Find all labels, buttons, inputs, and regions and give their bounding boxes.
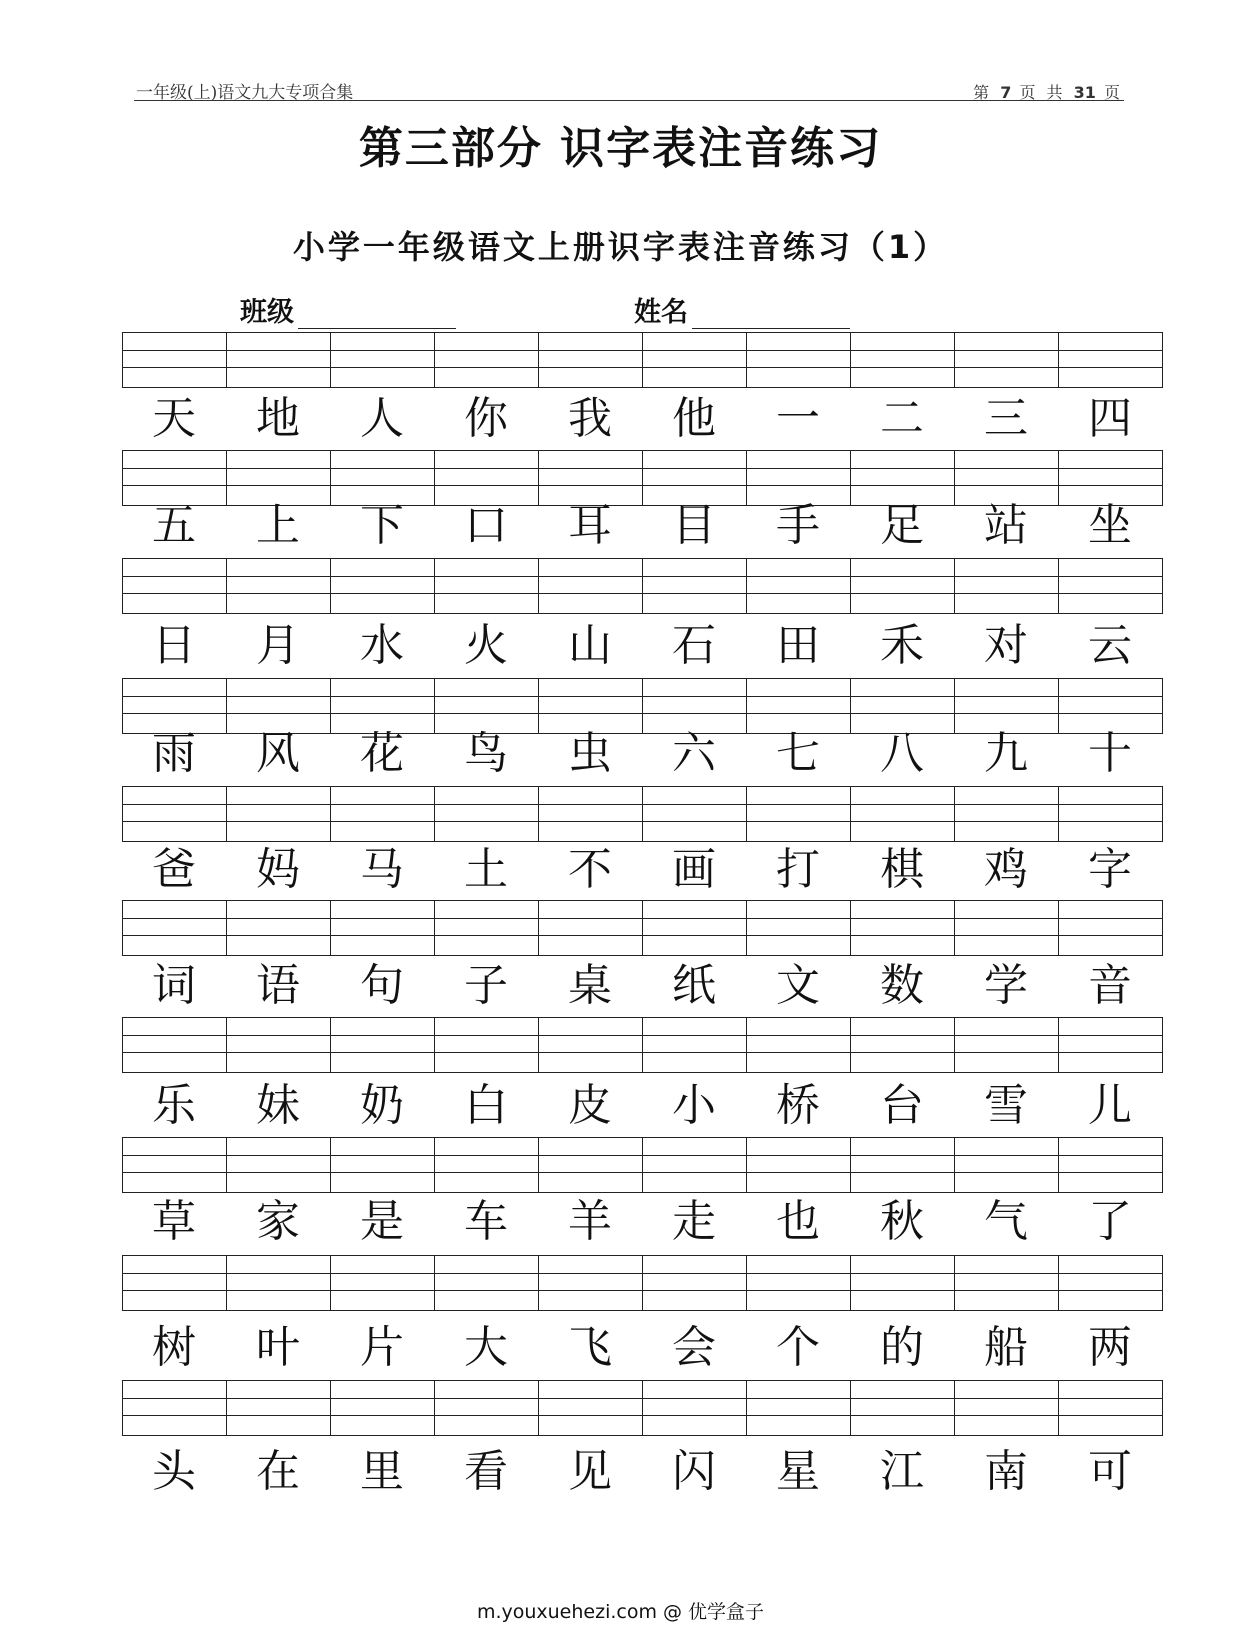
pinyin-cell[interactable]	[747, 332, 851, 388]
pinyin-cell[interactable]	[331, 1255, 435, 1311]
pinyin-cell[interactable]	[539, 1255, 643, 1311]
hanzi-character: 你	[464, 393, 508, 444]
hanzi-character: 鸡	[984, 844, 1028, 895]
pinyin-cell[interactable]	[435, 1137, 539, 1193]
hanzi-character: 他	[672, 393, 716, 444]
page-prefix: 第	[973, 83, 993, 102]
hanzi-character: 八	[880, 728, 924, 779]
pinyin-cell[interactable]	[1059, 558, 1163, 614]
hanzi-character: 不	[568, 844, 612, 895]
hanzi-character: 上	[256, 500, 300, 551]
pinyin-cell[interactable]	[747, 1255, 851, 1311]
hanzi-character: 皮	[568, 1080, 612, 1131]
name-label: 姓名	[634, 297, 688, 328]
hanzi-character: 大	[464, 1322, 508, 1373]
pinyin-cell[interactable]	[747, 786, 851, 842]
pinyin-cell[interactable]	[227, 1017, 331, 1073]
hanzi-character: 对	[984, 620, 1028, 671]
hanzi-character: 会	[672, 1322, 716, 1373]
pinyin-cell[interactable]	[123, 900, 227, 956]
hanzi-character: 语	[256, 960, 300, 1011]
pinyin-cell[interactable]	[539, 1017, 643, 1073]
hanzi-character: 二	[880, 393, 924, 444]
pinyin-box-row	[122, 1137, 1163, 1193]
hanzi-character: 山	[568, 620, 612, 671]
pinyin-cell[interactable]	[1059, 1137, 1163, 1193]
hanzi-character: 火	[464, 620, 508, 671]
hanzi-character: 南	[984, 1446, 1028, 1497]
pinyin-cell[interactable]	[539, 900, 643, 956]
hanzi-character: 雪	[984, 1080, 1028, 1131]
hanzi-character: 我	[568, 393, 612, 444]
pinyin-box-row	[122, 1380, 1163, 1436]
hanzi-character: 妹	[256, 1080, 300, 1131]
hanzi-character: 棋	[880, 844, 924, 895]
class-field	[240, 290, 456, 329]
hanzi-character: 船	[984, 1322, 1028, 1373]
hanzi-character: 天	[152, 393, 196, 444]
hanzi-character: 在	[256, 1446, 300, 1497]
pinyin-cell[interactable]	[955, 1137, 1059, 1193]
pinyin-cell[interactable]	[643, 332, 747, 388]
pinyin-box-row	[122, 558, 1163, 614]
character-row	[122, 389, 1162, 449]
hanzi-character: 是	[360, 1196, 404, 1247]
name-field	[634, 290, 850, 329]
pinyin-cell[interactable]	[227, 900, 331, 956]
pinyin-cell[interactable]	[435, 332, 539, 388]
hanzi-character: 三	[984, 393, 1028, 444]
pinyin-cell[interactable]	[851, 786, 955, 842]
pinyin-cell[interactable]	[851, 900, 955, 956]
pinyin-cell[interactable]	[955, 558, 1059, 614]
hanzi-character: 风	[256, 728, 300, 779]
pinyin-cell[interactable]	[123, 1137, 227, 1193]
pinyin-cell[interactable]	[955, 1255, 1059, 1311]
pinyin-cell[interactable]	[643, 1380, 747, 1436]
hanzi-character: 爸	[152, 844, 196, 895]
hanzi-character: 目	[672, 500, 716, 551]
hanzi-character: 子	[464, 960, 508, 1011]
pinyin-cell[interactable]	[435, 1017, 539, 1073]
pinyin-cell[interactable]	[539, 558, 643, 614]
hanzi-character: 看	[464, 1446, 508, 1497]
pinyin-cell[interactable]	[851, 558, 955, 614]
pinyin-cell[interactable]	[331, 558, 435, 614]
pinyin-cell[interactable]	[747, 1137, 851, 1193]
hanzi-character: 日	[152, 620, 196, 671]
hanzi-character: 耳	[568, 500, 612, 551]
class-blank[interactable]	[298, 298, 456, 329]
hanzi-character: 两	[1088, 1322, 1132, 1373]
hanzi-character: 学	[984, 960, 1028, 1011]
pinyin-cell[interactable]	[435, 558, 539, 614]
pinyin-cell[interactable]	[331, 1137, 435, 1193]
hanzi-character: 小	[672, 1080, 716, 1131]
hanzi-character: 云	[1088, 620, 1132, 671]
pinyin-cell[interactable]	[643, 558, 747, 614]
hanzi-character: 七	[776, 728, 820, 779]
character-row	[122, 840, 1162, 900]
hanzi-character: 个	[776, 1322, 820, 1373]
pinyin-cell[interactable]	[123, 558, 227, 614]
class-label: 班级	[240, 297, 294, 328]
pinyin-cell[interactable]	[955, 1017, 1059, 1073]
hanzi-character: 音	[1088, 960, 1132, 1011]
pinyin-cell[interactable]	[1059, 900, 1163, 956]
pinyin-box-row	[122, 332, 1163, 388]
hanzi-character: 可	[1088, 1446, 1132, 1497]
hanzi-character: 土	[464, 844, 508, 895]
hanzi-character: 字	[1088, 844, 1132, 895]
pinyin-cell[interactable]	[123, 1380, 227, 1436]
pinyin-cell[interactable]	[643, 1017, 747, 1073]
pinyin-cell[interactable]	[643, 1255, 747, 1311]
hanzi-character: 虫	[568, 728, 612, 779]
hanzi-character: 妈	[256, 844, 300, 895]
character-row	[122, 1442, 1162, 1502]
hanzi-character: 马	[360, 844, 404, 895]
hanzi-character: 叶	[256, 1322, 300, 1373]
character-row	[122, 1318, 1162, 1378]
hanzi-character: 白	[464, 1080, 508, 1131]
pinyin-cell[interactable]	[955, 1380, 1059, 1436]
hanzi-character: 车	[464, 1196, 508, 1247]
hanzi-character: 鸟	[464, 728, 508, 779]
hanzi-character: 坐	[1088, 500, 1132, 551]
hanzi-character: 足	[880, 500, 924, 551]
character-row	[122, 496, 1162, 556]
hanzi-character: 水	[360, 620, 404, 671]
hanzi-character: 雨	[152, 728, 196, 779]
character-row	[122, 724, 1162, 784]
page-title: 第三部分 识字表注音练习	[358, 123, 883, 174]
pinyin-cell[interactable]	[955, 332, 1059, 388]
hanzi-character: 一	[776, 393, 820, 444]
character-row	[122, 616, 1162, 676]
hanzi-character: 了	[1088, 1196, 1132, 1247]
hanzi-character: 数	[880, 960, 924, 1011]
pinyin-cell[interactable]	[435, 900, 539, 956]
pinyin-cell[interactable]	[851, 1137, 955, 1193]
pinyin-cell[interactable]	[851, 1255, 955, 1311]
pinyin-cell[interactable]	[955, 786, 1059, 842]
hanzi-character: 站	[984, 500, 1028, 551]
pinyin-cell[interactable]	[1059, 1380, 1163, 1436]
pinyin-box-row	[122, 900, 1163, 956]
hanzi-character: 乐	[152, 1080, 196, 1131]
hanzi-character: 台	[880, 1080, 924, 1131]
pinyin-cell[interactable]	[227, 1255, 331, 1311]
character-row	[122, 1076, 1162, 1136]
pinyin-cell[interactable]	[227, 1137, 331, 1193]
header-title: 一年级(上)语文九大专项合集	[136, 83, 354, 103]
hanzi-character: 家	[256, 1196, 300, 1247]
pinyin-cell[interactable]	[331, 1380, 435, 1436]
pinyin-cell[interactable]	[747, 1380, 851, 1436]
hanzi-character: 也	[776, 1196, 820, 1247]
pinyin-cell[interactable]	[435, 1255, 539, 1311]
pinyin-cell[interactable]	[747, 1017, 851, 1073]
hanzi-character: 月	[256, 620, 300, 671]
pinyin-box-row	[122, 1255, 1163, 1311]
pinyin-cell[interactable]	[747, 558, 851, 614]
pinyin-cell[interactable]	[539, 1380, 643, 1436]
page-mid: 页 共	[1019, 83, 1066, 102]
hanzi-character: 打	[776, 844, 820, 895]
hanzi-character: 桥	[776, 1080, 820, 1131]
pinyin-cell[interactable]	[435, 786, 539, 842]
hanzi-character: 树	[152, 1322, 196, 1373]
pinyin-cell[interactable]	[123, 1255, 227, 1311]
pinyin-cell[interactable]	[851, 1017, 955, 1073]
hanzi-character: 口	[464, 500, 508, 551]
hanzi-character: 五	[152, 500, 196, 551]
hanzi-character: 星	[776, 1446, 820, 1497]
pinyin-box-row	[122, 786, 1163, 842]
pinyin-cell[interactable]	[331, 900, 435, 956]
pinyin-cell[interactable]	[435, 1380, 539, 1436]
hanzi-character: 的	[880, 1322, 924, 1373]
pinyin-cell[interactable]	[539, 1137, 643, 1193]
pinyin-cell[interactable]	[643, 786, 747, 842]
hanzi-character: 四	[1088, 393, 1132, 444]
hanzi-character: 江	[880, 1446, 924, 1497]
pinyin-cell[interactable]	[1059, 332, 1163, 388]
hanzi-character: 走	[672, 1196, 716, 1247]
character-row	[122, 1192, 1162, 1252]
hanzi-character: 气	[984, 1196, 1028, 1247]
pinyin-cell[interactable]	[1059, 786, 1163, 842]
hanzi-character: 画	[672, 844, 716, 895]
pinyin-cell[interactable]	[643, 1137, 747, 1193]
pinyin-cell[interactable]	[955, 900, 1059, 956]
pinyin-cell[interactable]	[227, 558, 331, 614]
pinyin-cell[interactable]	[851, 332, 955, 388]
pinyin-cell[interactable]	[123, 332, 227, 388]
pinyin-cell[interactable]	[1059, 1255, 1163, 1311]
hanzi-character: 田	[776, 620, 820, 671]
footer-watermark: m.youxuehezi.com @ 优学盒子	[476, 1601, 765, 1623]
hanzi-character: 下	[360, 500, 404, 551]
hanzi-character: 禾	[880, 620, 924, 671]
pinyin-cell[interactable]	[851, 1380, 955, 1436]
character-row	[122, 956, 1162, 1016]
pinyin-cell[interactable]	[643, 900, 747, 956]
pinyin-box-row	[122, 1017, 1163, 1073]
hanzi-character: 十	[1088, 728, 1132, 779]
page-current: 7	[1000, 83, 1012, 102]
hanzi-character: 草	[152, 1196, 196, 1247]
pinyin-cell[interactable]	[747, 900, 851, 956]
name-blank[interactable]	[692, 298, 850, 329]
hanzi-character: 文	[776, 960, 820, 1011]
hanzi-character: 纸	[672, 960, 716, 1011]
pinyin-cell[interactable]	[227, 1380, 331, 1436]
header-rule	[134, 100, 1124, 101]
hanzi-character: 六	[672, 728, 716, 779]
pinyin-cell[interactable]	[123, 1017, 227, 1073]
hanzi-character: 飞	[568, 1322, 612, 1373]
pinyin-cell[interactable]	[1059, 1017, 1163, 1073]
hanzi-character: 九	[984, 728, 1028, 779]
pinyin-cell[interactable]	[227, 332, 331, 388]
hanzi-character: 句	[360, 960, 404, 1011]
hanzi-character: 头	[152, 1446, 196, 1497]
hanzi-character: 羊	[568, 1196, 612, 1247]
hanzi-character: 见	[568, 1446, 612, 1497]
pinyin-cell[interactable]	[331, 332, 435, 388]
hanzi-character: 片	[360, 1322, 404, 1373]
pinyin-cell[interactable]	[539, 786, 643, 842]
pinyin-cell[interactable]	[539, 332, 643, 388]
hanzi-character: 人	[360, 393, 404, 444]
page-suffix: 页	[1103, 83, 1123, 102]
hanzi-character: 花	[360, 728, 404, 779]
hanzi-character: 词	[152, 960, 196, 1011]
hanzi-character: 里	[360, 1446, 404, 1497]
hanzi-character: 儿	[1088, 1080, 1132, 1131]
hanzi-character: 手	[776, 500, 820, 551]
hanzi-character: 奶	[360, 1080, 404, 1131]
worksheet-title: 小学一年级语文上册识字表注音练习（1）	[292, 228, 949, 266]
page-total: 31	[1073, 83, 1096, 102]
hanzi-character: 桌	[568, 960, 612, 1011]
hanzi-character: 地	[256, 393, 300, 444]
hanzi-character: 石	[672, 620, 716, 671]
hanzi-character: 闪	[672, 1446, 716, 1497]
hanzi-character: 秋	[880, 1196, 924, 1247]
pinyin-cell[interactable]	[123, 786, 227, 842]
pinyin-cell[interactable]	[331, 786, 435, 842]
pinyin-cell[interactable]	[331, 1017, 435, 1073]
pinyin-cell[interactable]	[227, 786, 331, 842]
